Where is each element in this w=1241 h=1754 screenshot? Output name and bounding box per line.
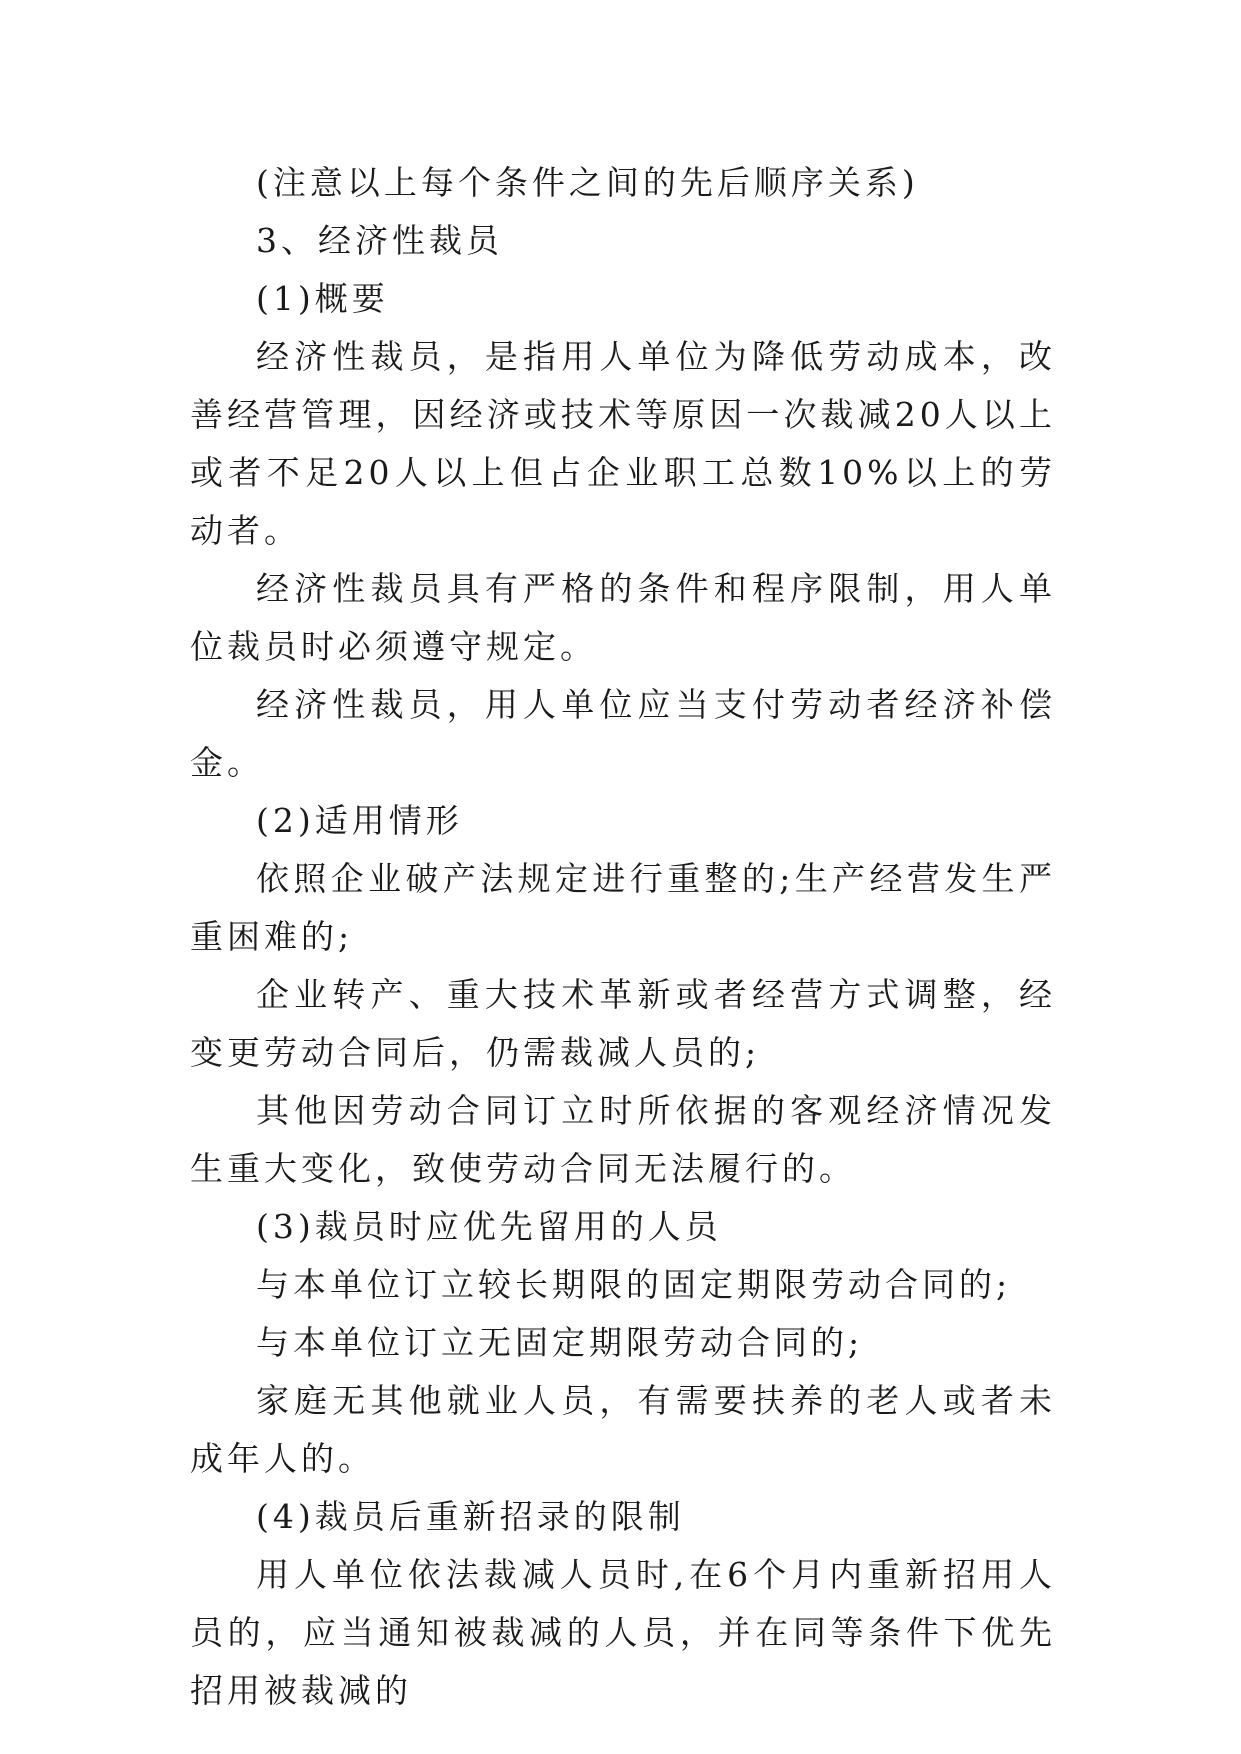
body-paragraph: 经济性裁员具有严格的条件和程序限制，用人单位裁员时必须遵守规定。 xyxy=(190,569,1056,666)
body-paragraph: 与本单位订立无固定期限劳动合同的; xyxy=(256,1323,864,1362)
subsection-heading: (2)适用情形 xyxy=(256,801,463,840)
body-paragraph: 经济性裁员，用人单位应当支付劳动者经济补偿金。 xyxy=(190,685,1056,782)
body-paragraph: 其他因劳动合同订立时所依据的客观经济情况发生重大变化，致使劳动合同无法履行的。 xyxy=(190,1091,1056,1188)
subsection-heading: (4)裁员后重新招录的限制 xyxy=(256,1497,685,1536)
section-heading: 3、经济性裁员 xyxy=(256,221,503,260)
subsection-heading: (3)裁员时应优先留用的人员 xyxy=(256,1207,722,1246)
body-paragraph: 用人单位依法裁减人员时,在6个月内重新招用人员的，应当通知被裁减的人员，并在同等条件下优先招用被裁减的 xyxy=(190,1555,1056,1710)
body-paragraph: 与本单位订立较长期限的固定期限劳动合同的; xyxy=(256,1265,1012,1304)
subsection-heading: (1)概要 xyxy=(256,279,389,318)
body-paragraph: 经济性裁员，是指用人单位为降低劳动成本，改善经营管理，因经济或技术等原因一次裁减20人以上或者不足20人以上但占企业职工总数10%以上的劳动者。 xyxy=(190,337,1056,550)
note-paragraph: (注意以上每个条件之间的先后顺序关系) xyxy=(256,163,919,202)
body-paragraph: 企业转产、重大技术革新或者经营方式调整，经变更劳动合同后，仍需裁减人员的; xyxy=(190,975,1056,1072)
body-paragraph: 依照企业破产法规定进行重整的;生产经营发生严重困难的; xyxy=(190,859,1056,956)
body-paragraph: 家庭无其他就业人员，有需要扶养的老人或者未成年人的。 xyxy=(190,1381,1056,1478)
document-body xyxy=(190,154,1056,1720)
